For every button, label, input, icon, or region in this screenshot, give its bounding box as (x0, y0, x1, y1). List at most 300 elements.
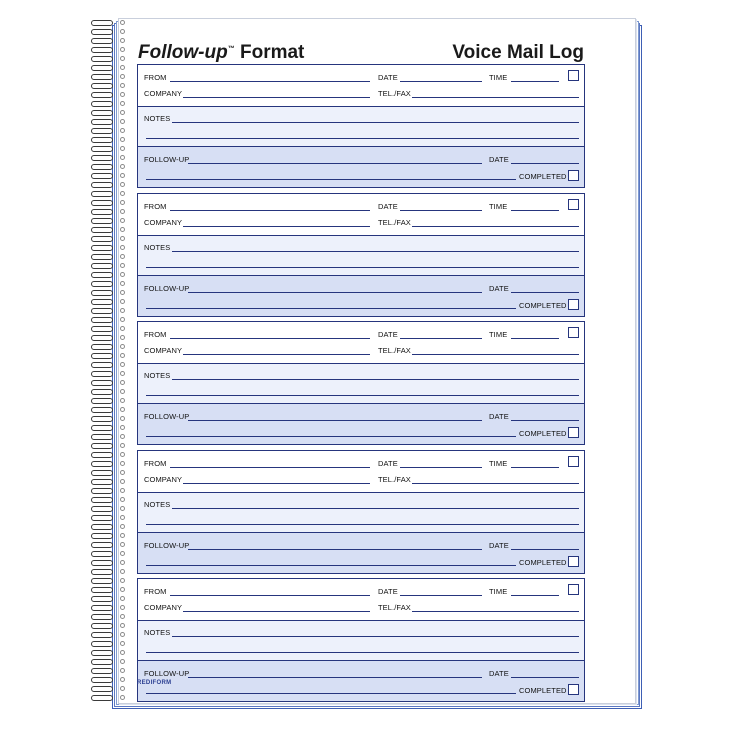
follow-up-field[interactable] (146, 436, 516, 437)
spiral-coil (90, 29, 138, 35)
coil-wire (91, 200, 113, 206)
format-title-italic: Follow-up (138, 42, 228, 63)
spiral-coil (90, 488, 138, 494)
company-label: COMPANY (144, 217, 183, 227)
binding-hole (120, 38, 125, 43)
follow-up-date-label: DATE (489, 155, 509, 164)
coil-wire (91, 236, 113, 242)
spiral-coil (90, 632, 138, 638)
binding-hole (120, 299, 125, 304)
binding-hole (120, 65, 125, 70)
spiral-coil (90, 209, 138, 215)
completed-label: COMPLETED (519, 300, 567, 310)
coil-wire (91, 299, 113, 305)
coil-wire (91, 659, 113, 665)
coil-wire (91, 452, 113, 458)
spiral-coil (90, 65, 138, 71)
follow-up-field[interactable] (188, 292, 482, 293)
completed-checkbox[interactable] (568, 427, 579, 438)
binding-hole (120, 506, 125, 511)
binding-hole (120, 164, 125, 169)
follow-up-field[interactable] (146, 693, 516, 694)
spiral-coil (90, 389, 138, 395)
caller-section (138, 194, 584, 235)
notes-field[interactable] (172, 122, 579, 123)
completed-checkbox[interactable] (568, 299, 579, 310)
spiral-coil (90, 38, 138, 44)
follow-up-date-field[interactable] (511, 677, 579, 678)
binding-hole (120, 119, 125, 124)
coil-wire (91, 227, 113, 233)
notes-section (138, 620, 584, 660)
binding-hole (120, 533, 125, 538)
coil-wire (91, 650, 113, 656)
binding-hole (120, 398, 125, 403)
date-label: DATE (378, 587, 398, 596)
date-field[interactable] (400, 338, 482, 339)
caller-section (138, 579, 584, 620)
coil-wire (91, 443, 113, 449)
spiral-coil (90, 110, 138, 116)
follow-up-field[interactable] (146, 308, 516, 309)
from-label: FROM (144, 458, 167, 468)
coil-wire (91, 164, 113, 170)
coil-wire (91, 587, 113, 593)
spiral-coil (90, 506, 138, 512)
from-field[interactable] (170, 595, 370, 596)
binding-hole (120, 335, 125, 340)
follow-up-label: FOLLOW-UP (144, 540, 190, 550)
spiral-coil (90, 695, 138, 701)
spiral-coil (90, 119, 138, 125)
from-field[interactable] (170, 210, 370, 211)
binding-hole (120, 452, 125, 457)
time-label: TIME (489, 73, 508, 82)
tel-fax-label: TEL./FAX (378, 603, 411, 612)
coil-wire (91, 191, 113, 197)
coil-wire (91, 569, 113, 575)
coil-wire (91, 542, 113, 548)
coil-wire (91, 29, 113, 35)
binding-hole (120, 371, 125, 376)
coil-wire (91, 335, 113, 341)
time-field[interactable] (511, 338, 559, 339)
spiral-coil (90, 380, 138, 386)
coil-wire (91, 56, 113, 62)
notes-field[interactable] (146, 652, 579, 653)
callback-checkbox[interactable] (568, 70, 579, 81)
log-entry (137, 193, 585, 317)
coil-wire (91, 407, 113, 413)
binding-hole (120, 101, 125, 106)
tel-fax-label: TEL./FAX (378, 474, 411, 484)
spiral-coil (90, 596, 138, 602)
binding-hole (120, 596, 125, 601)
follow-up-date-field[interactable] (511, 163, 579, 164)
coil-wire (91, 182, 113, 188)
spiral-coil (90, 497, 138, 503)
notes-section (138, 363, 584, 403)
follow-up-date-label: DATE (489, 412, 509, 421)
binding-hole (120, 488, 125, 493)
coil-wire (91, 632, 113, 638)
binding-hole (120, 137, 125, 142)
spiral-coil (90, 470, 138, 476)
notes-field[interactable] (172, 251, 579, 252)
spiral-coil (90, 371, 138, 377)
coil-wire (91, 695, 113, 701)
binding-hole (120, 281, 125, 286)
follow-up-field[interactable] (188, 420, 482, 421)
time-label: TIME (489, 458, 508, 468)
caller-section (138, 65, 584, 106)
spiral-coil (90, 452, 138, 458)
binding-hole (120, 290, 125, 295)
binding-hole (120, 578, 125, 583)
binding-hole (120, 416, 125, 421)
binding-hole (120, 614, 125, 619)
coil-wire (91, 578, 113, 584)
log-entry (137, 64, 585, 188)
spiral-coil (90, 434, 138, 440)
spiral-coil (90, 164, 138, 170)
notes-label: NOTES (144, 242, 171, 252)
notes-field[interactable] (172, 508, 579, 509)
caller-section (138, 322, 584, 363)
follow-up-label: FOLLOW-UP (144, 155, 190, 164)
spiral-coil (90, 407, 138, 413)
date-label: DATE (378, 73, 398, 82)
date-field[interactable] (400, 467, 482, 468)
spiral-coil (90, 83, 138, 89)
binding-hole (120, 389, 125, 394)
log-title: Voice Mail Log (452, 42, 584, 63)
binding-hole (120, 191, 125, 196)
binding-hole (120, 110, 125, 115)
completed-label: COMPLETED (519, 557, 567, 567)
spiral-coil (90, 479, 138, 485)
spiral-coil (90, 650, 138, 656)
notes-field[interactable] (172, 379, 579, 380)
tel-fax-field[interactable] (412, 97, 579, 98)
spiral-coil (90, 47, 138, 53)
coil-wire (91, 434, 113, 440)
spiral-coil (90, 191, 138, 197)
spiral-coil (90, 353, 138, 359)
spiral-coil (90, 515, 138, 521)
spiral-coil (90, 533, 138, 539)
spiral-coil (90, 74, 138, 80)
binding-hole (120, 569, 125, 574)
tel-fax-field[interactable] (412, 354, 579, 355)
spiral-coil (90, 254, 138, 260)
follow-up-field[interactable] (146, 179, 516, 180)
coil-wire (91, 209, 113, 215)
from-label: FROM (144, 73, 167, 82)
binding-hole (120, 380, 125, 385)
coil-wire (91, 668, 113, 674)
coil-wire (91, 281, 113, 287)
tel-fax-label: TEL./FAX (378, 89, 411, 98)
binding-hole (120, 182, 125, 187)
from-field[interactable] (170, 338, 370, 339)
coil-wire (91, 497, 113, 503)
notes-section (138, 106, 584, 146)
coil-wire (91, 425, 113, 431)
follow-up-field[interactable] (146, 565, 516, 566)
coil-wire (91, 344, 113, 350)
from-label: FROM (144, 330, 167, 339)
coil-wire (91, 371, 113, 377)
binding-hole (120, 623, 125, 628)
time-field[interactable] (511, 595, 559, 596)
binding-hole (120, 587, 125, 592)
follow-up-field[interactable] (188, 163, 482, 164)
binding-hole (120, 497, 125, 502)
coil-wire (91, 614, 113, 620)
callback-checkbox[interactable] (568, 584, 579, 595)
company-field[interactable] (183, 354, 370, 355)
spiral-coil (90, 524, 138, 530)
coil-wire (91, 479, 113, 485)
from-field[interactable] (170, 81, 370, 82)
tel-fax-label: TEL./FAX (378, 217, 411, 227)
follow-up-date-label: DATE (489, 283, 509, 293)
binding-hole (120, 695, 125, 700)
company-field[interactable] (183, 483, 370, 484)
log-entry (137, 578, 585, 702)
notes-label: NOTES (144, 628, 171, 637)
binding-hole (120, 272, 125, 277)
coil-wire (91, 389, 113, 395)
binding-hole (120, 362, 125, 367)
coil-wire (91, 47, 113, 53)
coil-wire (91, 137, 113, 143)
binding-hole (120, 173, 125, 178)
notes-field[interactable] (146, 395, 579, 396)
format-title-rest: Format (234, 42, 305, 63)
completed-checkbox[interactable] (568, 170, 579, 181)
binding-hole (120, 443, 125, 448)
trademark-mark: ™ (227, 45, 235, 53)
notes-field[interactable] (146, 138, 579, 139)
binding-hole (120, 47, 125, 52)
binding-hole (120, 632, 125, 637)
spiral-coil (90, 668, 138, 674)
follow-up-label: FOLLOW-UP (144, 669, 190, 678)
coil-wire (91, 353, 113, 359)
completed-checkbox[interactable] (568, 684, 579, 695)
completed-label: COMPLETED (519, 172, 567, 181)
spiral-coil (90, 587, 138, 593)
format-title (138, 42, 304, 64)
spiral-coil (90, 326, 138, 332)
tel-fax-label: TEL./FAX (378, 346, 411, 355)
company-field[interactable] (183, 226, 370, 227)
spiral-coil (90, 137, 138, 143)
coil-wire (91, 101, 113, 107)
follow-up-field[interactable] (188, 677, 482, 678)
spiral-coil (90, 335, 138, 341)
spiral-coil (90, 362, 138, 368)
spiral-coil (90, 443, 138, 449)
callback-checkbox[interactable] (568, 199, 579, 210)
coil-wire (91, 398, 113, 404)
coil-wire (91, 362, 113, 368)
spiral-coil (90, 551, 138, 557)
coil-wire (91, 65, 113, 71)
coil-wire (91, 380, 113, 386)
binding-hole (120, 668, 125, 673)
follow-up-label: FOLLOW-UP (144, 283, 190, 293)
coil-wire (91, 677, 113, 683)
coil-wire (91, 74, 113, 80)
binding-hole (120, 659, 125, 664)
date-field[interactable] (400, 595, 482, 596)
coil-wire (91, 290, 113, 296)
follow-up-date-label: DATE (489, 540, 509, 550)
coil-wire (91, 83, 113, 89)
binding-hole (120, 56, 125, 61)
notes-label: NOTES (144, 114, 171, 123)
binding-hole (120, 20, 125, 25)
binding-hole (120, 515, 125, 520)
spiral-coil (90, 605, 138, 611)
log-entry (137, 450, 585, 574)
spiral-coil (90, 308, 138, 314)
binding-hole (120, 92, 125, 97)
spiral-coil (90, 173, 138, 179)
spiral-coil (90, 290, 138, 296)
binding-hole (120, 650, 125, 655)
coil-wire (91, 551, 113, 557)
notes-label: NOTES (144, 371, 171, 380)
notes-label: NOTES (144, 499, 171, 509)
company-field[interactable] (183, 611, 370, 612)
company-label: COMPANY (144, 474, 183, 484)
time-label: TIME (489, 587, 508, 596)
callback-checkbox[interactable] (568, 327, 579, 338)
spiral-coil (90, 245, 138, 251)
company-label: COMPANY (144, 603, 183, 612)
spiral-coil (90, 281, 138, 287)
coil-wire (91, 92, 113, 98)
tel-fax-field[interactable] (412, 226, 579, 227)
coil-wire (91, 128, 113, 134)
follow-up-date-field[interactable] (511, 420, 579, 421)
date-field[interactable] (400, 210, 482, 211)
coil-wire (91, 146, 113, 152)
time-field[interactable] (511, 81, 559, 82)
log-entries (137, 64, 585, 707)
binding-hole (120, 326, 125, 331)
coil-wire (91, 254, 113, 260)
log-entry (137, 321, 585, 445)
caller-section (138, 451, 584, 492)
tel-fax-field[interactable] (412, 611, 579, 612)
binding-hole (120, 209, 125, 214)
spiral-coil (90, 659, 138, 665)
spiral-coil (90, 461, 138, 467)
binding-hole (120, 218, 125, 223)
time-label: TIME (489, 330, 508, 339)
date-label: DATE (378, 201, 398, 211)
follow-up-section (138, 146, 584, 187)
notes-field[interactable] (146, 267, 579, 268)
binding-hole (120, 479, 125, 484)
company-label: COMPANY (144, 89, 183, 98)
coil-wire (91, 308, 113, 314)
completed-checkbox[interactable] (568, 556, 579, 567)
binding-hole (120, 542, 125, 547)
callback-checkbox[interactable] (568, 456, 579, 467)
binding-hole (120, 524, 125, 529)
company-field[interactable] (183, 97, 370, 98)
time-field[interactable] (511, 467, 559, 468)
follow-up-section (138, 403, 584, 444)
follow-up-field[interactable] (188, 549, 482, 550)
coil-wire (91, 686, 113, 692)
time-label: TIME (489, 201, 508, 211)
follow-up-date-field[interactable] (511, 549, 579, 550)
coil-wire (91, 506, 113, 512)
notes-field[interactable] (172, 636, 579, 637)
binding-hole (120, 254, 125, 259)
binding-hole (120, 407, 125, 412)
spiral-coil (90, 344, 138, 350)
binding-hole (120, 200, 125, 205)
completed-label: COMPLETED (519, 686, 567, 695)
date-field[interactable] (400, 81, 482, 82)
spiral-coil (90, 317, 138, 323)
spiral-coil (90, 614, 138, 620)
binding-hole (120, 245, 125, 250)
date-label: DATE (378, 330, 398, 339)
spiral-coil (90, 578, 138, 584)
follow-up-section (138, 532, 584, 573)
binding-hole (120, 344, 125, 349)
time-field[interactable] (511, 210, 559, 211)
coil-wire (91, 110, 113, 116)
binding-hole (120, 677, 125, 682)
spiral-coil (90, 686, 138, 692)
binding-hole (120, 425, 125, 430)
follow-up-date-field[interactable] (511, 292, 579, 293)
binding-hole (120, 263, 125, 268)
spiral-coil (90, 425, 138, 431)
binding-hole (120, 686, 125, 691)
spiral-coil (90, 128, 138, 134)
coil-wire (91, 623, 113, 629)
spiral-coil (90, 623, 138, 629)
coil-wire (91, 596, 113, 602)
from-field[interactable] (170, 467, 370, 468)
from-label: FROM (144, 587, 167, 596)
notes-field[interactable] (146, 524, 579, 525)
spiral-coil (90, 272, 138, 278)
spiral-coil (90, 146, 138, 152)
spiral-coil (90, 677, 138, 683)
follow-up-label: FOLLOW-UP (144, 412, 190, 421)
notes-section (138, 492, 584, 532)
tel-fax-field[interactable] (412, 483, 579, 484)
binding-hole (120, 236, 125, 241)
binding-hole (120, 155, 125, 160)
coil-wire (91, 515, 113, 521)
coil-wire (91, 605, 113, 611)
spiral-coil (90, 263, 138, 269)
spiral-coil (90, 416, 138, 422)
